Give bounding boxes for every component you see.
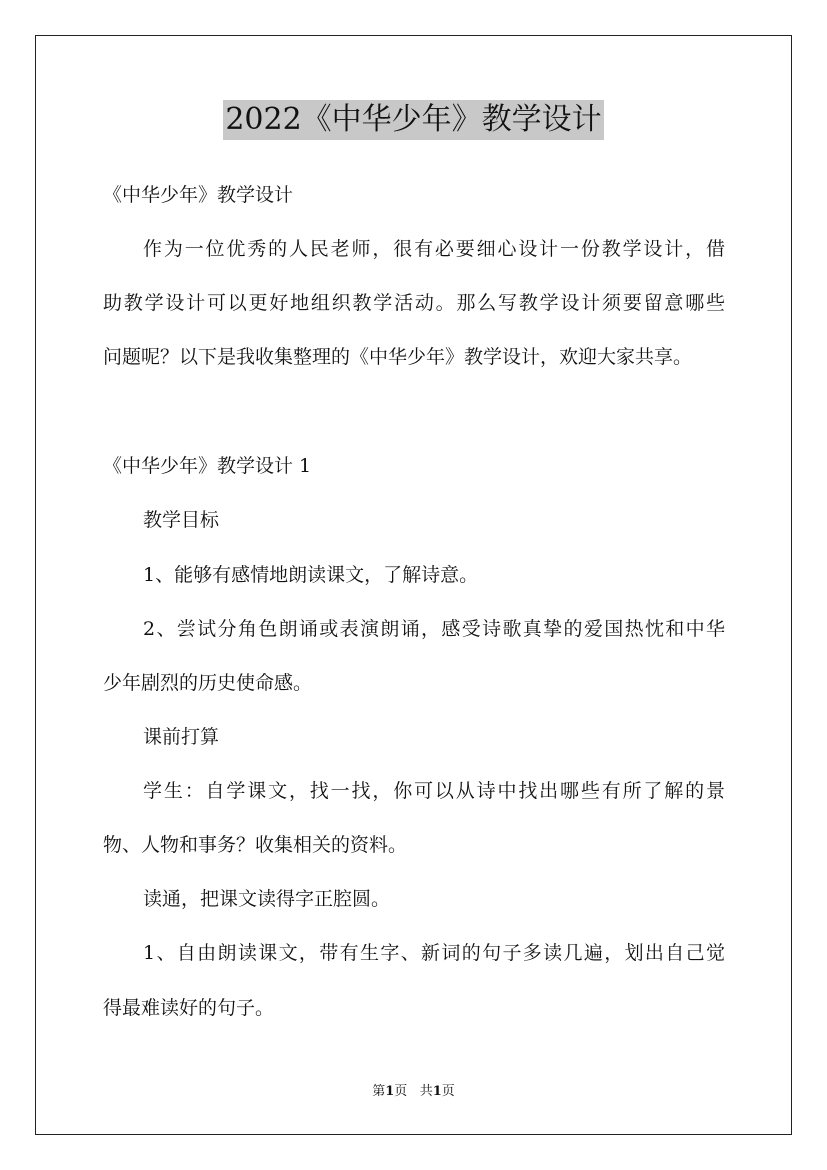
page-footer: [0, 1084, 827, 1100]
reading-1-line-1: 1、自由朗读课文，带有生字、新词的句子多读几遍，划出自己觉: [143, 942, 725, 964]
goal-1: 1、能够有感情地朗读课文，了解诗意。: [143, 564, 479, 586]
document-title: 2022《中华少年》教学设计: [223, 100, 603, 140]
title-container: [0, 100, 827, 140]
prep-heading: 课前打算: [143, 726, 220, 748]
section-heading: 《中华少年》教学设计 1: [103, 455, 312, 477]
prep-student-line-1: 学生：自学课文，找一找，你可以从诗中找出哪些有所了解的景: [143, 780, 725, 802]
footer-total-prefix: 共: [419, 1084, 433, 1099]
reading-1-line-2: 得最难读好的句子。: [103, 997, 275, 1019]
document-subtitle: 《中华少年》教学设计: [103, 184, 294, 206]
intro-line-2: 助教学设计可以更好地组织教学活动。那么写教学设计须要留意哪些: [103, 292, 725, 314]
footer-page-total: 1: [432, 1084, 442, 1099]
goals-heading: 教学目标: [143, 509, 220, 531]
goal-2-line-2: 少年剧烈的历史使命感。: [103, 672, 313, 694]
prep-student-line-2: 物、人物和事务？收集相关的资料。: [103, 834, 408, 856]
footer-page-current: 1: [385, 1084, 395, 1099]
goal-2-line-1: 2、尝试分角色朗诵或表演朗诵，感受诗歌真挚的爱国热忱和中华: [143, 618, 725, 640]
footer-page-unit: 页: [394, 1084, 408, 1099]
intro-line-1: 作为一位优秀的人民老师，很有必要细心设计一份教学设计，借: [143, 238, 725, 260]
footer-total-unit: 页: [441, 1084, 455, 1099]
reading-heading: 读通，把课文读得字正腔圆。: [143, 888, 391, 910]
footer-page-prefix: 第: [372, 1084, 386, 1099]
intro-line-3: 问题呢？以下是我收集整理的《中华少年》教学设计，欢迎大家共享。: [103, 346, 693, 368]
